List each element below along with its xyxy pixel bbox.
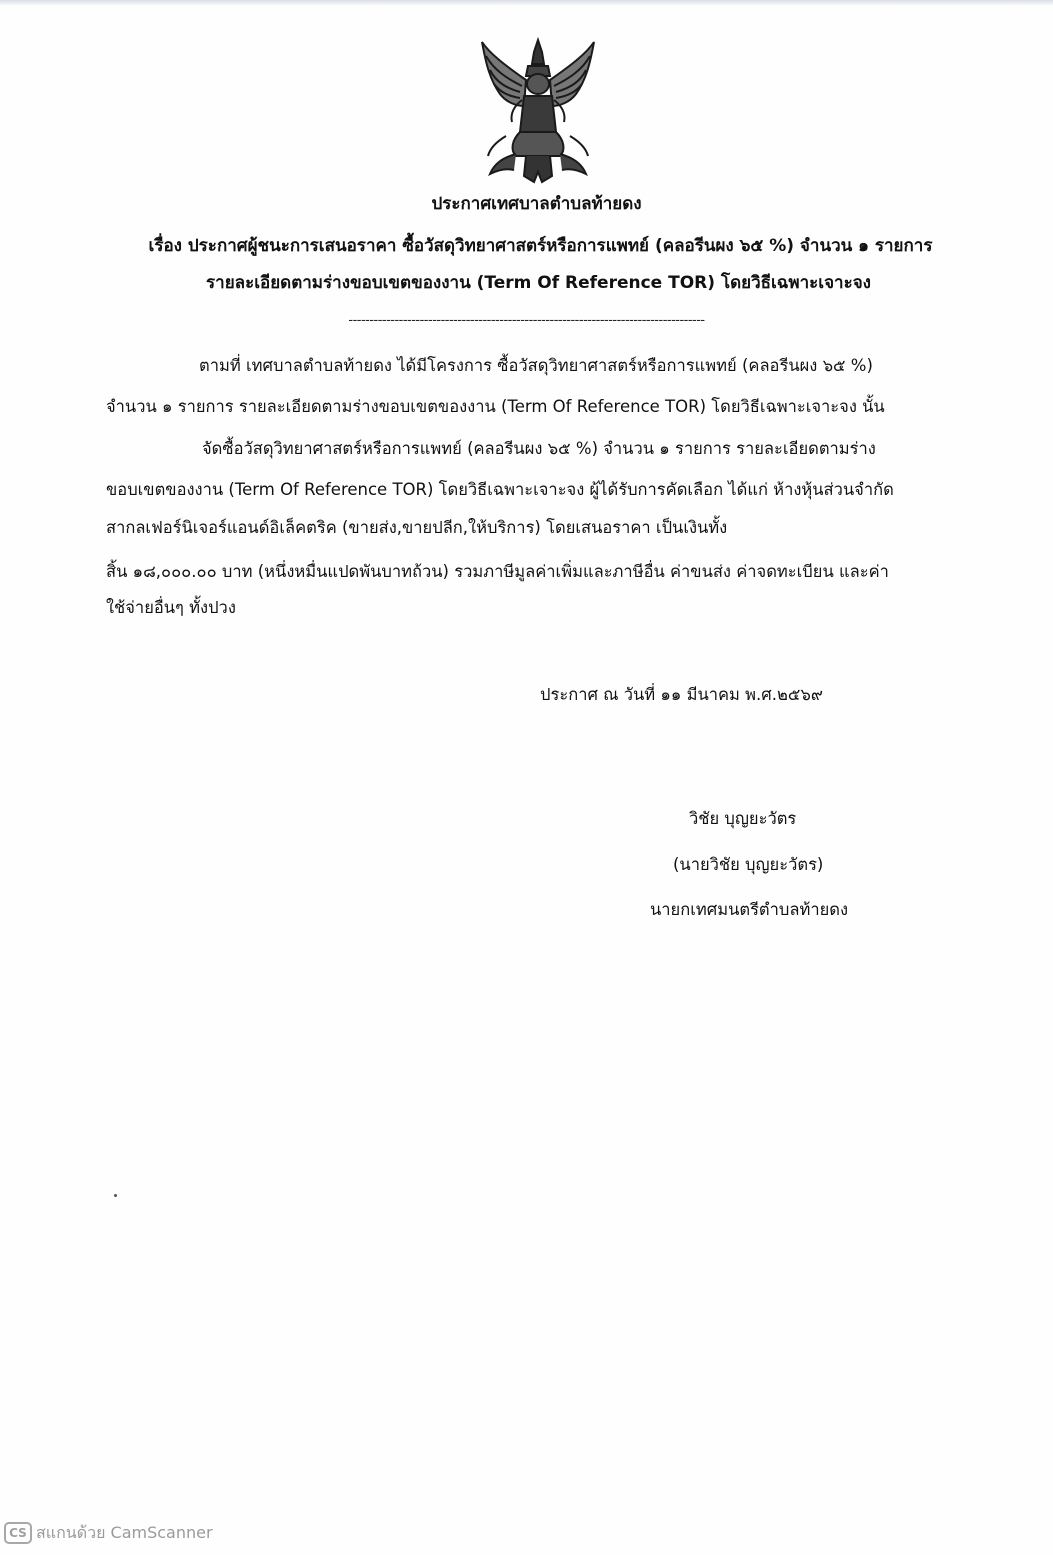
body-line-7: ใช้จ่ายอื่นๆ ทั้งปวง	[106, 598, 236, 617]
announcement-date: ประกาศ ณ วันที่ ๑๑ มีนาคม พ.ศ.๒๕๖๙	[540, 685, 823, 704]
body-line-3: จัดซื้อวัสดุวิทยาศาสตร์หรือการแพทย์ (คลอรีนผง ๖๕ %) จำนวน ๑ รายการ รายละเอียดตามร่าง	[202, 439, 876, 458]
body-line-5: สากลเฟอร์นิเจอร์แอนด์อิเล็คตริค (ขายส่ง,ขายปลีก,ให้บริการ) โดยเสนอราคา เป็นเงินทั้ง	[106, 518, 728, 537]
scan-top-edge	[0, 0, 1053, 6]
subject-line-2: รายละเอียดตามร่างขอบเขตของงาน (Term Of Reference TOR) โดยวิธีเฉพาะเจาะจง	[206, 273, 871, 293]
scan-speck	[114, 1194, 117, 1197]
garuda-emblem-icon	[476, 36, 600, 186]
camscanner-logo-icon: CS	[4, 1522, 32, 1544]
body-line-2: จำนวน ๑ รายการ รายละเอียดตามร่างขอบเขตของงาน (Term Of Reference TOR) โดยวิธีเฉพาะเจาะจง นั้น	[106, 397, 885, 416]
subject-line-1: เรื่อง ประกาศผู้ชนะการเสนอราคา ซื้อวัสดุวิทยาศาสตร์หรือการแพทย์ (คลอรีนผง ๖๕ %) จำนวน ๑ รายการ	[148, 236, 933, 256]
body-line-6: สิ้น ๑๘,๐๐๐.๐๐ บาท (หนึ่งหมื่นแปดพันบาทถ้วน) รวมภาษีมูลค่าเพิ่มและภาษีอื่น ค่าขนส่ง ค่าจดทะเบียน และค่า	[106, 562, 889, 581]
signature-name: วิชัย บุญยะวัตร	[689, 809, 797, 828]
signatory-full-name: (นายวิชัย บุญยะวัตร)	[673, 855, 824, 874]
signatory-position: นายกเทศมนตรีตำบลท้ายดง	[650, 900, 849, 919]
scanner-watermark	[4, 1520, 213, 1546]
watermark-text: สแกนด้วย CamScanner	[36, 1522, 213, 1542]
body-line-4: ขอบเขตของงาน (Term Of Reference TOR) โดยวิธีเฉพาะเจาะจง ผู้ได้รับการคัดเลือก ได้แก่ ห้างหุ้นส่วนจำกัด	[106, 480, 894, 499]
document-title: ประกาศเทศบาลตำบลท้ายดง	[431, 194, 642, 214]
separator-line: -------------------------------------------------------------------------------------	[348, 313, 705, 328]
body-line-1: ตามที่ เทศบาลตำบลท้ายดง ได้มีโครงการ ซื้อวัสดุวิทยาศาสตร์หรือการแพทย์ (คลอรีนผง ๖๕ %)	[199, 356, 873, 375]
